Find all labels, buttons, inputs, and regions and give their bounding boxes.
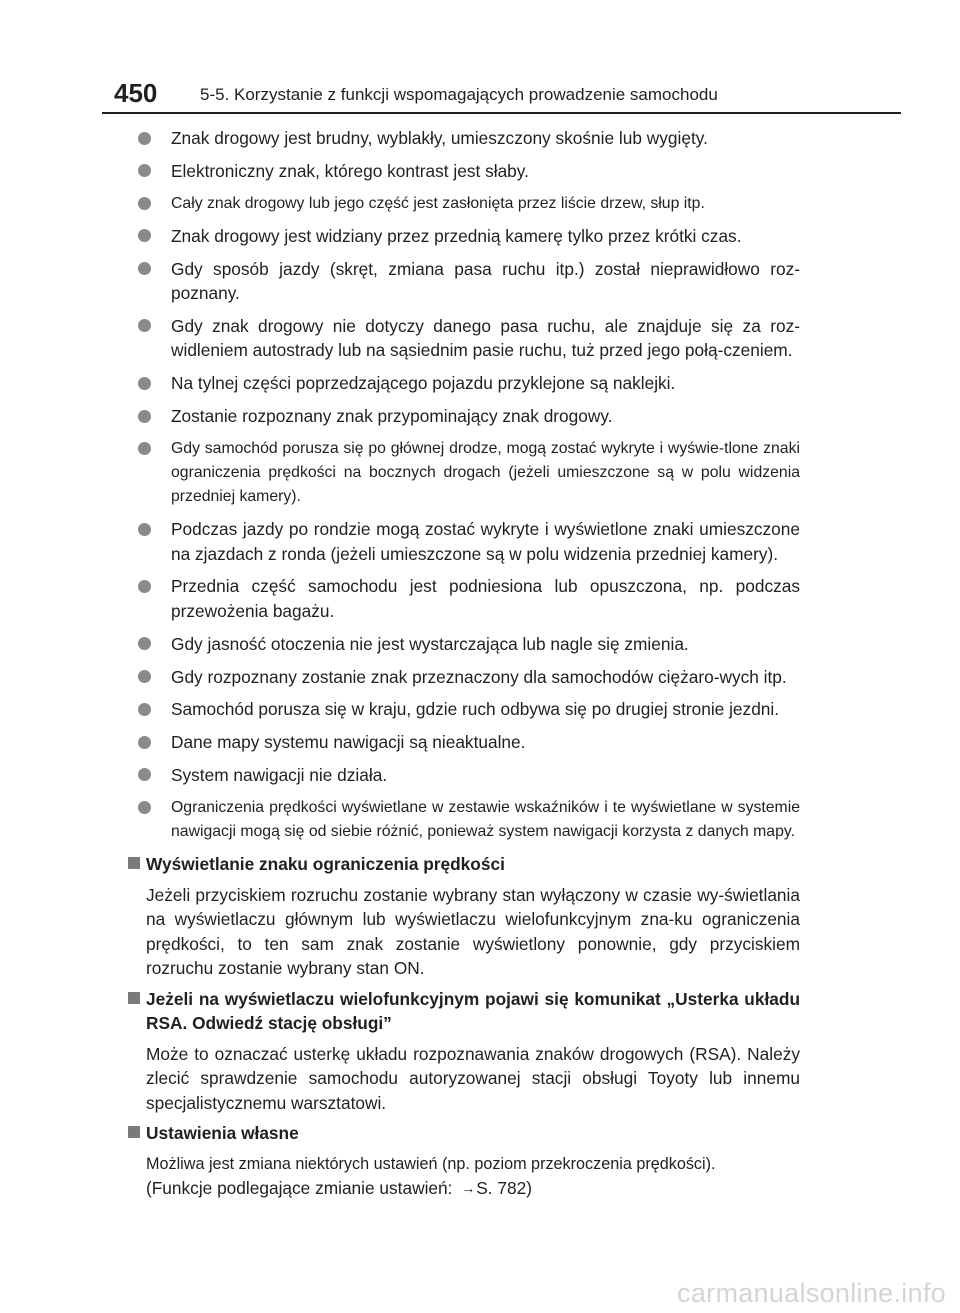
list-item-text: Gdy sposób jazdy (skręt, zmiana pasa ruchu itp.) został nieprawidłowo roz-poznany.	[171, 258, 800, 304]
bullet-dot-icon	[138, 580, 151, 593]
list-item-text: Gdy samochód porusza się po głównej drodze, mogą zostać wykryte i wyświe-tlone znaki ograniczenia prędkości na bocznych drogach (jeżeli umieszczone są w polu widzenia przedniej kamery).	[171, 439, 800, 505]
list-item-text: Gdy rozpoznany zostanie znak przeznaczony dla samochodów ciężaro-wych itp.	[171, 666, 787, 687]
list-item-text: Na tylnej części poprzedzającego pojazdu przyklejone są naklejki.	[171, 373, 676, 394]
page-reference-link[interactable]: S. 782)	[476, 1178, 532, 1199]
list-item-text: Gdy jasność otoczenia nie jest wystarczająca lub nagle się zmienia.	[171, 633, 689, 654]
list-item	[126, 796, 800, 844]
bullet-dot-icon	[138, 442, 151, 455]
bullet-dot-icon	[138, 703, 151, 716]
list-item	[126, 437, 800, 509]
list-item	[126, 314, 800, 363]
bullet-dot-icon	[138, 319, 151, 332]
bullet-dot-icon	[138, 410, 151, 423]
list-item	[126, 763, 800, 788]
bullet-dot-icon	[138, 670, 151, 683]
list-item-text: Gdy znak drogowy nie dotyczy danego pasa ruchu, ale znajduje się za roz-widleniem autostrady lub na sąsiednim pasie ruchu, tuż przed jego połą-czeniem.	[171, 315, 800, 361]
bullet-dot-icon	[138, 197, 151, 210]
bullet-dot-icon	[138, 768, 151, 781]
watermark: carmanualsonline.info	[677, 1278, 946, 1308]
arrow-right-icon: →	[461, 1180, 476, 1197]
section-heading: Jeżeli na wyświetlaczu wielofunkcyjnym pojawi się komunikat „Usterka układu RSA. Odwiedź stację obsługi”	[146, 988, 800, 1034]
section-body: Może to oznaczać usterkę układu rozpoznawania znaków drogowych (RSA). Należy zlecić sprawdzenie samochodu autoryzowanej stacji obsługi Toyoty lub innemu specjalistycznemu warsztatowi.	[146, 1043, 800, 1113]
bullet-dot-icon	[138, 164, 151, 177]
conditions-list	[126, 126, 800, 844]
list-item	[126, 257, 800, 306]
list-item	[126, 697, 800, 722]
page-number: 450	[114, 78, 158, 108]
list-item	[126, 517, 800, 566]
section-heading: Wyświetlanie znaku ograniczenia prędkości	[146, 854, 505, 875]
list-item	[126, 192, 800, 216]
section-body: Możliwa jest zmiana niektórych ustawień (np. poziom przekroczenia prędkości).	[146, 1154, 716, 1173]
list-item-text: Przednia część samochodu jest podniesiona lub opuszczona, np. podczas przewożenia bagażu.	[171, 576, 800, 621]
list-item	[126, 665, 800, 690]
header-divider	[102, 112, 901, 114]
bullet-dot-icon	[138, 262, 151, 275]
page-content	[126, 126, 800, 1208]
list-item-text: Dane mapy systemu nawigacji są nieaktualne.	[171, 732, 526, 753]
bullet-dot-icon	[138, 523, 151, 536]
bullet-dot-icon	[138, 637, 151, 650]
list-item-text: System nawigacji nie działa.	[171, 764, 388, 785]
list-item	[126, 159, 800, 184]
list-item	[126, 632, 800, 657]
section-body: Jeżeli przyciskiem rozruchu zostanie wybrany stan wyłączony w czasie wy-świetlania na wyświetlaczu głównym lub wyświetlaczu wielofunkcyjnym zna-ku ograniczenia prędkości, to ten sam znak zostanie wyświetlony ponownie, gdy przyciskiem rozruchu zostanie wybrany stan ON.	[146, 884, 800, 979]
section-speed-limit-display	[126, 852, 800, 981]
section-heading: Ustawienia własne	[146, 1123, 299, 1144]
list-item	[126, 371, 800, 396]
bullet-dot-icon	[138, 736, 151, 749]
list-item-text: Znak drogowy jest widziany przez przednią kamerę tylko przez krótki czas.	[171, 225, 742, 246]
list-item-text: Samochód porusza się w kraju, gdzie ruch odbywa się po drugiej stronie jezdni.	[171, 699, 780, 720]
list-item-text: Cały znak drogowy lub jego część jest zasłonięta przez liście drzew, słup itp.	[171, 194, 705, 212]
list-item-text: Podczas jazdy po rondzie mogą zostać wykryte i wyświetlone znaki umieszczone na zjazdach z ronda (jeżeli umieszczone są w polu widzenia przedniej kamery).	[171, 519, 800, 564]
bullet-dot-icon	[138, 229, 151, 242]
bullet-dot-icon	[138, 377, 151, 390]
list-item-text: Znak drogowy jest brudny, wyblakły, umieszczony skośnie lub wygięty.	[171, 128, 708, 148]
list-item-text: Zostanie rozpoznany znak przypominający znak drogowy.	[171, 406, 613, 427]
bullet-dot-icon	[138, 801, 151, 814]
page-header	[102, 78, 901, 113]
list-item	[126, 224, 800, 249]
section-body-reference	[146, 1176, 800, 1202]
section-marker-icon	[128, 1126, 140, 1138]
section-marker-icon	[128, 857, 140, 869]
list-item	[126, 404, 800, 429]
list-item-text: Elektroniczny znak, którego kontrast jest słaby.	[171, 160, 529, 181]
reference-prefix: (Funkcje podlegające zmianie ustawień:	[146, 1178, 458, 1199]
section-marker-icon	[128, 992, 140, 1004]
list-item	[126, 574, 800, 623]
section-customization	[126, 1121, 800, 1202]
section-rsa-malfunction	[126, 987, 800, 1116]
chapter-title: 5-5. Korzystanie z funkcji wspomagających prowadzenie samochodu	[200, 85, 718, 104]
bullet-dot-icon	[138, 132, 151, 145]
list-item	[126, 126, 800, 151]
list-item	[126, 730, 800, 755]
list-item-text: Ograniczenia prędkości wyświetlane w zestawie wskaźników i te wyświetlane w systemie nawigacji mogą się od siebie różnić, ponieważ system nawigacji korzysta z danych mapy.	[171, 798, 800, 840]
